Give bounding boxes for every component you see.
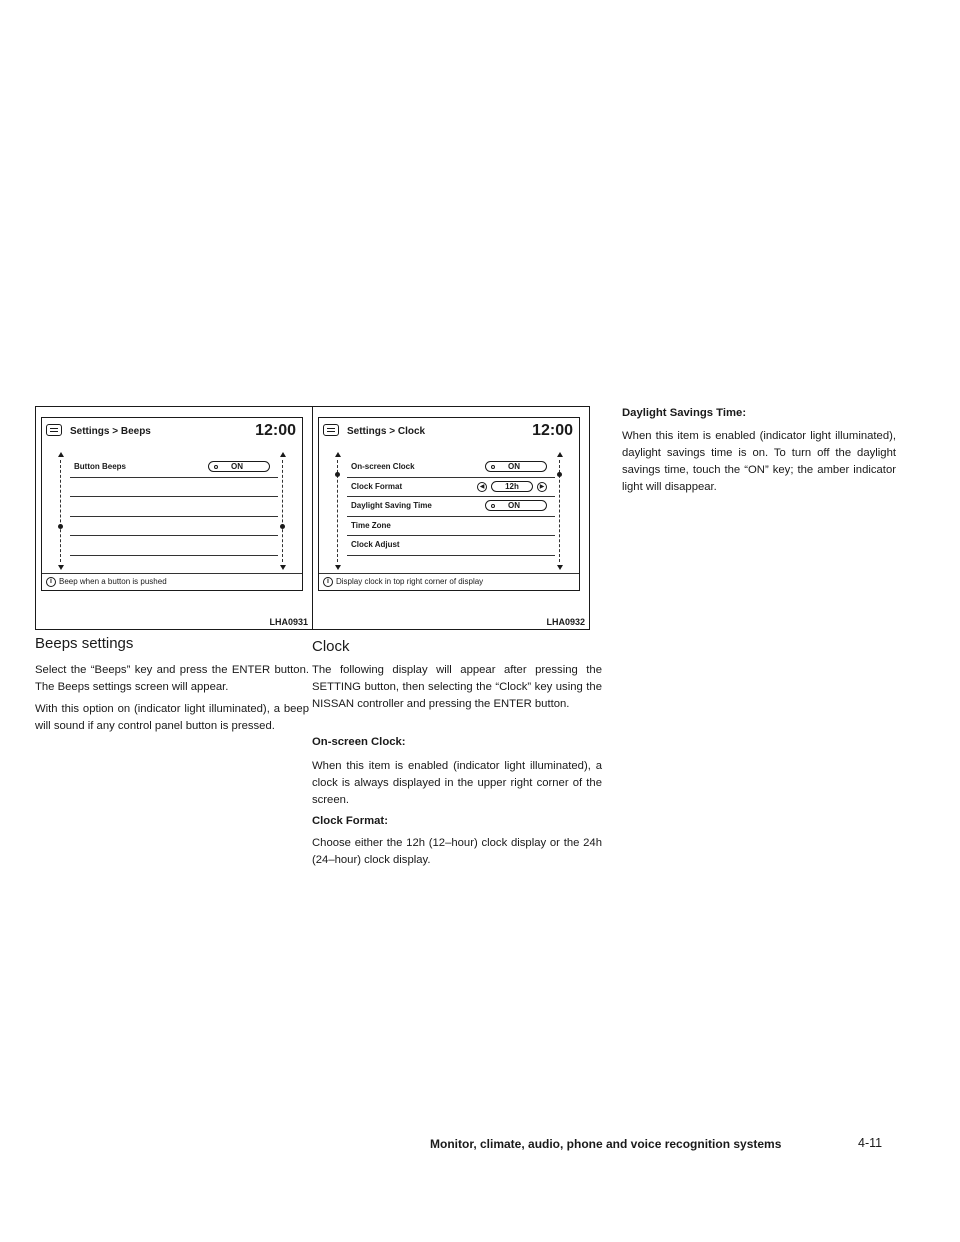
- setting-row-button-beeps[interactable]: [70, 458, 278, 478]
- arrow-up-icon: [58, 452, 64, 457]
- screen-footer: [319, 573, 579, 590]
- setting-row-clock-adjust[interactable]: [347, 536, 555, 556]
- info-icon: i: [323, 577, 333, 587]
- figure-clock-screen: [312, 406, 590, 630]
- position-dot: [335, 472, 340, 477]
- menu-icon: [323, 424, 339, 436]
- toggle-button[interactable]: [485, 500, 547, 511]
- figure-beeps-screen: [35, 406, 313, 630]
- paragraph: When this item is enabled (indicator light illuminated), a clock is always displayed in the upper right corner of the screen.: [312, 760, 602, 806]
- paragraph: When this item is enabled (indicator light illuminated), daylight savings time is on. To turn off the daylight savings time, touch the “ON” key; the amber indicator light will disappear.: [622, 430, 896, 493]
- setting-row-daylight-saving-time[interactable]: [347, 497, 555, 517]
- setting-label: On-screen Clock: [351, 462, 415, 471]
- setting-row-on-screen-clock[interactable]: [347, 458, 555, 478]
- clock-display: 12:00: [255, 422, 296, 439]
- empty-row: [70, 478, 278, 498]
- paragraph: Select the “Beeps” key and press the ENTER button. The Beeps settings screen will appear.: [35, 664, 309, 693]
- display-screen: [41, 417, 303, 591]
- section-heading-beeps: Beeps settings: [35, 635, 134, 652]
- setting-label: Time Zone: [351, 520, 391, 530]
- info-icon: i: [46, 577, 56, 587]
- scroll-rail-right: [280, 452, 288, 570]
- setting-label: Daylight Saving Time: [351, 501, 432, 510]
- subheading: Clock Format:: [312, 815, 388, 827]
- position-dot: [280, 524, 285, 529]
- subheading: Daylight Savings Time:: [622, 407, 747, 419]
- position-dot: [557, 472, 562, 477]
- indicator-light-icon: [491, 504, 495, 508]
- help-text: Beep when a button is pushed: [59, 577, 167, 586]
- format-selector[interactable]: [477, 481, 547, 493]
- settings-list: [70, 458, 278, 556]
- paragraph: The following display will appear after pressing the SETTING button, then selecting the “Clock” key using the NISSAN controller and pressing the ENTER button.: [312, 664, 602, 710]
- arrow-up-icon: [280, 452, 286, 457]
- figure-code: LHA0932: [546, 617, 585, 627]
- empty-row: [70, 536, 278, 556]
- arrow-right-icon[interactable]: ▶: [537, 482, 547, 492]
- help-text: Display clock in top right corner of display: [336, 577, 484, 586]
- menu-icon: [46, 424, 62, 436]
- toggle-button[interactable]: [208, 461, 270, 472]
- toggle-value: ON: [508, 501, 520, 510]
- setting-row-time-zone[interactable]: [347, 517, 555, 537]
- setting-label: Button Beeps: [74, 462, 126, 471]
- breadcrumb: Settings > Clock: [347, 426, 426, 437]
- format-value: 12h: [491, 481, 533, 492]
- arrow-up-icon: [335, 452, 341, 457]
- figure-code: LHA0931: [269, 617, 308, 627]
- screen-header: [42, 418, 302, 444]
- setting-label: Clock Format: [351, 481, 403, 491]
- empty-row: [70, 497, 278, 517]
- footer-title: Monitor, climate, audio, phone and voice recognition systems: [430, 1137, 782, 1151]
- clock-display: 12:00: [532, 422, 573, 439]
- setting-row-clock-format[interactable]: [347, 478, 555, 498]
- arrow-down-icon: [557, 565, 563, 570]
- toggle-value: ON: [508, 462, 520, 471]
- scroll-rail-left: [335, 452, 343, 570]
- screen-footer: [42, 573, 302, 590]
- display-screen: [318, 417, 580, 591]
- paragraph: With this option on (indicator light illuminated), a beep will sound if any control panel button is pressed.: [35, 703, 309, 732]
- setting-label: Clock Adjust: [351, 540, 400, 549]
- position-dot: [58, 524, 63, 529]
- breadcrumb: Settings > Beeps: [70, 426, 151, 437]
- scroll-rail-right: [557, 452, 565, 570]
- arrow-down-icon: [335, 565, 341, 570]
- scroll-rail-left: [58, 452, 66, 570]
- toggle-value: ON: [231, 462, 243, 471]
- toggle-button[interactable]: [485, 461, 547, 472]
- screen-header: [319, 418, 579, 444]
- settings-list: [347, 458, 555, 556]
- indicator-light-icon: [491, 465, 495, 469]
- indicator-light-icon: [214, 465, 218, 469]
- arrow-down-icon: [58, 565, 64, 570]
- subheading: On-screen Clock:: [312, 736, 406, 748]
- arrow-down-icon: [280, 565, 286, 570]
- empty-row: [70, 517, 278, 537]
- arrow-left-icon[interactable]: ◀: [477, 482, 487, 492]
- page-number: 4-11: [858, 1136, 883, 1150]
- paragraph: Choose either the 12h (12–hour) clock display or the 24h (24–hour) clock display.: [312, 837, 602, 866]
- section-heading-clock: Clock: [312, 638, 350, 655]
- arrow-up-icon: [557, 452, 563, 457]
